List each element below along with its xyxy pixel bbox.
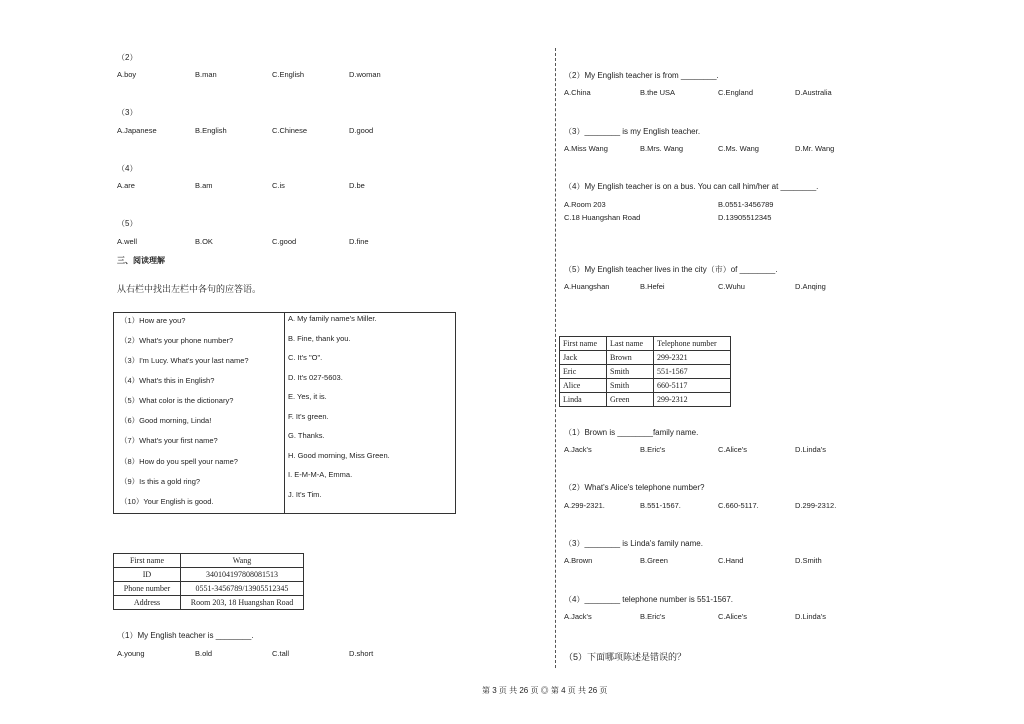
option-d: D.13905512345 <box>718 213 772 222</box>
match-question: （5）What color is the dictionary? <box>120 396 234 405</box>
option-d: D.be <box>349 181 365 190</box>
option-b: B.551-1567. <box>640 501 681 510</box>
table-label: First name <box>114 554 181 568</box>
table-label: Address <box>114 596 181 610</box>
question-text: （1）My English teacher is ________. <box>117 631 254 640</box>
question-text: （1）Brown is ________family name. <box>564 428 699 437</box>
option-c: C.Ms. Wang <box>718 144 759 153</box>
match-answer: C. It's "O". <box>288 353 323 362</box>
option-b: B.OK <box>195 237 213 246</box>
option-a: A.Huangshan <box>564 282 610 291</box>
option-a: A.well <box>117 237 138 246</box>
match-question: （10）Your English is good. <box>120 497 214 506</box>
match-question: （6）Good morning, Linda! <box>120 416 212 425</box>
option-c: C.Hand <box>718 556 744 565</box>
option-d: D.woman <box>349 70 381 79</box>
question-text: （2）My English teacher is from ________. <box>564 71 719 80</box>
question-number: （4） <box>117 164 138 173</box>
table-cell: Smith <box>607 365 654 379</box>
option-a: A.Brown <box>564 556 593 565</box>
option-d: D.fine <box>349 237 369 246</box>
match-answer: D. It's 027-5603. <box>288 373 343 382</box>
match-answer: B. Fine, thank you. <box>288 334 351 343</box>
option-a: A.boy <box>117 70 137 79</box>
option-a: A.299-2321. <box>564 501 605 510</box>
option-b: B.Hefei <box>640 282 665 291</box>
option-a: A.young <box>117 649 145 658</box>
match-answer: F. It's green. <box>288 412 329 421</box>
option-c: C.Alice's <box>718 612 747 621</box>
question-text: （5）My English teacher lives in the city（市）of ________. <box>564 265 778 274</box>
option-d: D.Australia <box>795 88 832 97</box>
table-cell: Jack <box>560 351 607 365</box>
question-text: （2）What's Alice's telephone number? <box>564 483 705 492</box>
option-c: C.England <box>718 88 754 97</box>
table-cell: Linda <box>560 393 607 407</box>
table-cell: Brown <box>607 351 654 365</box>
option-c: C.Wuhu <box>718 282 745 291</box>
option-a: A.are <box>117 181 135 190</box>
column-header: First name <box>560 337 607 351</box>
option-b: B.English <box>195 126 227 135</box>
option-b: B.Green <box>640 556 668 565</box>
match-answer: G. Thanks. <box>288 431 325 440</box>
option-d: D.299-2312. <box>795 501 837 510</box>
option-c: C.good <box>272 237 297 246</box>
match-answer: H. Good morning, Miss Green. <box>288 451 390 460</box>
match-question: （1）How are you? <box>120 316 186 325</box>
page-footer: 第 3 页 共 26 页 ◎ 第 4 页 共 26 页 <box>482 686 608 695</box>
section-instruction: 从右栏中找出左栏中各句的应答语。 <box>117 284 262 294</box>
option-c: C.Chinese <box>272 126 308 135</box>
option-b: B.Eric's <box>640 445 666 454</box>
option-a: A.Miss Wang <box>564 144 608 153</box>
table-cell: 660-5117 <box>654 379 731 393</box>
option-c: C.18 Huangshan Road <box>564 213 641 222</box>
option-d: D.Anqing <box>795 282 826 291</box>
question-number: （2） <box>117 53 138 62</box>
match-answer: E. Yes, it is. <box>288 392 327 401</box>
question-text: （4）My English teacher is on a bus. You can call him/her at ________. <box>564 182 819 191</box>
option-c: C.660-5117. <box>718 501 759 510</box>
table-cell: Eric <box>560 365 607 379</box>
option-a: A.Jack's <box>564 445 592 454</box>
column-header: Telephone number <box>654 337 731 351</box>
table-row <box>560 365 731 379</box>
match-question: （9）Is this a gold ring? <box>120 477 201 486</box>
option-b: B.0551-3456789 <box>718 200 774 209</box>
option-a: A.China <box>564 88 591 97</box>
question-text: （5）下面哪项陈述是错误的？ <box>564 652 687 662</box>
question-number: （5） <box>117 219 138 228</box>
question-text: （4）________ telephone number is 551-1567. <box>564 595 734 604</box>
option-c: C.Alice's <box>718 445 747 454</box>
option-b: B.the USA <box>640 88 676 97</box>
match-question: （7）What's your first name? <box>120 436 218 445</box>
option-d: D.Smith <box>795 556 822 565</box>
table-row <box>560 351 731 365</box>
option-a: A.Room 203 <box>564 200 606 209</box>
table-row <box>560 379 731 393</box>
table-value: Room 203, 18 Huangshan Road <box>181 596 304 610</box>
option-b: B.Mrs. Wang <box>640 144 684 153</box>
question-text: （3）________ is Linda's family name. <box>564 539 703 548</box>
option-c: C.English <box>272 70 305 79</box>
phone-table <box>559 336 731 407</box>
question-text: （3）________ is my English teacher. <box>564 127 701 136</box>
option-d: D.Mr. Wang <box>795 144 835 153</box>
option-b: B.Eric's <box>640 612 666 621</box>
column-header: Last name <box>607 337 654 351</box>
option-d: D.Linda's <box>795 445 827 454</box>
option-d: D.short <box>349 649 374 658</box>
match-question: （2）What's your phone number? <box>120 336 234 345</box>
table-cell: 299-2321 <box>654 351 731 365</box>
table-row <box>560 393 731 407</box>
table-cell: Green <box>607 393 654 407</box>
table-cell: 551-1567 <box>654 365 731 379</box>
option-c: C.is <box>272 181 285 190</box>
table-cell: 299-2312 <box>654 393 731 407</box>
table-value: Wang <box>181 554 304 568</box>
option-a: A.Japanese <box>117 126 157 135</box>
option-b: B.old <box>195 649 213 658</box>
match-answer: J. It's Tim. <box>288 490 322 499</box>
match-question: （8）How do you spell your name? <box>120 457 238 466</box>
table-header-row <box>560 337 731 351</box>
option-b: B.man <box>195 70 217 79</box>
table-label: Phone number <box>114 582 181 596</box>
table-label: ID <box>114 568 181 582</box>
table-value: 0551-3456789/13905512345 <box>181 582 304 596</box>
match-answer: I. E-M-M-A, Emma. <box>288 470 353 479</box>
option-d: D.Linda's <box>795 612 827 621</box>
table-cell: Smith <box>607 379 654 393</box>
match-question: （3）I'm Lucy. What's your last name? <box>120 356 249 365</box>
table-value: 340104197808081513 <box>181 568 304 582</box>
option-b: B.am <box>195 181 213 190</box>
match-answer: A. My family name's Miller. <box>288 314 377 323</box>
option-d: D.good <box>349 126 374 135</box>
table-cell: Alice <box>560 379 607 393</box>
question-number: （3） <box>117 108 138 117</box>
section-title: 三、阅读理解 <box>117 256 165 265</box>
option-a: A.Jack's <box>564 612 592 621</box>
match-question: （4）What's this in English? <box>120 376 215 385</box>
option-c: C.tall <box>272 649 290 658</box>
